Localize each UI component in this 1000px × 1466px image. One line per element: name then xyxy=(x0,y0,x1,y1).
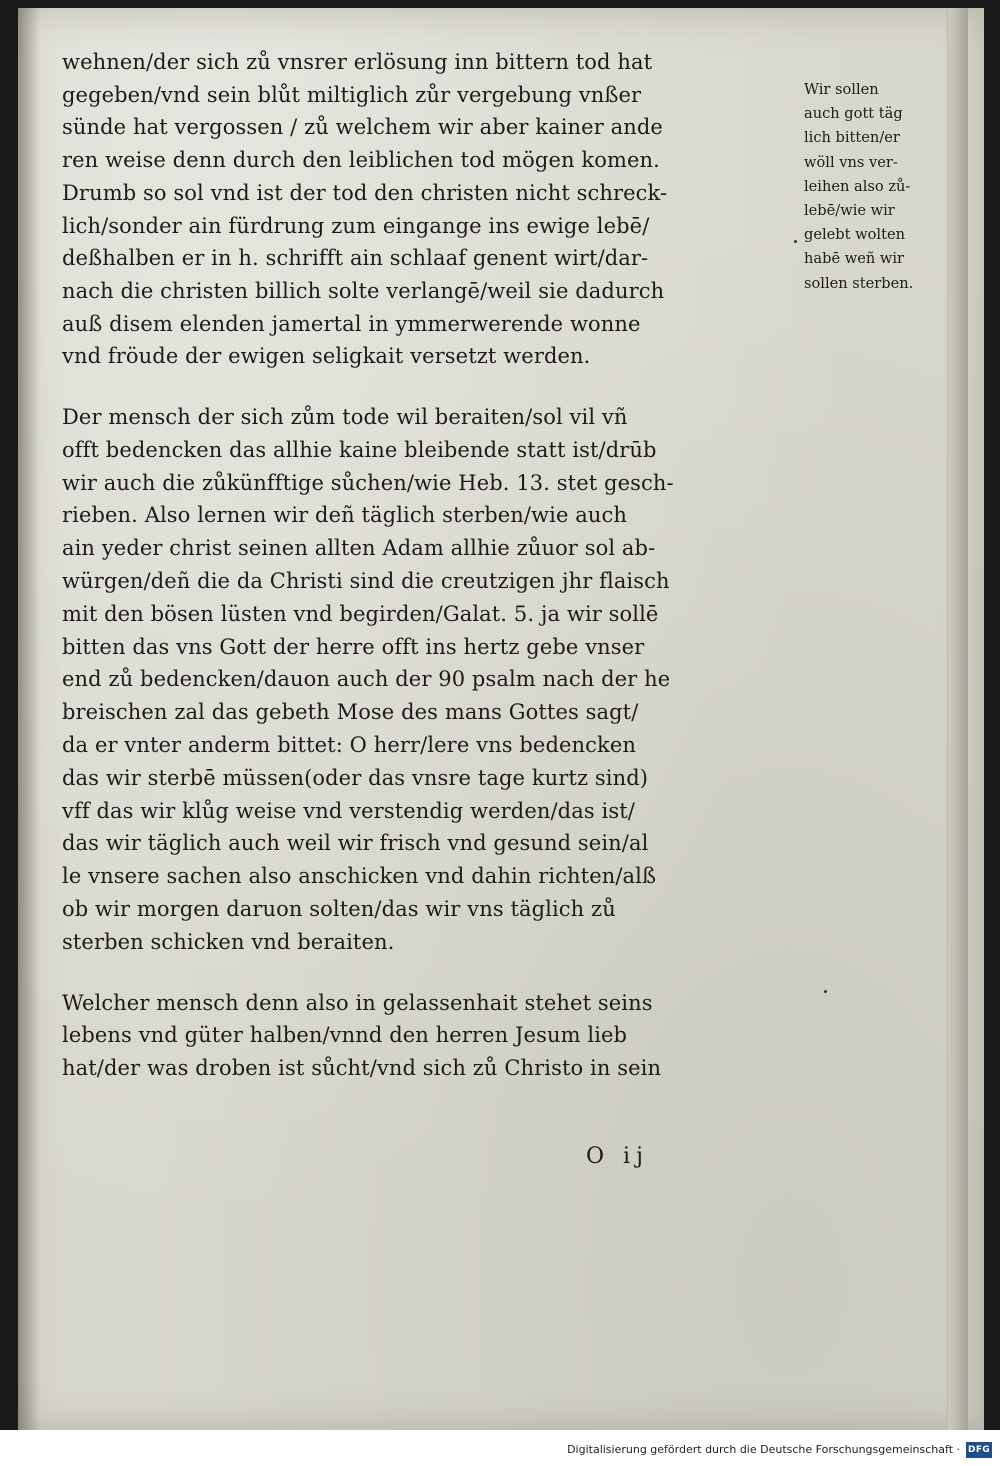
text-line: lebens vnd güter halben/vnnd den herren Jesum lieb xyxy=(62,1023,628,1048)
text-line: offt bedencken das allhie kaine bleibende statt ist/drūb xyxy=(62,437,657,462)
text-line: hat/der was droben ist sůcht/vnd sich zů Christo in sein xyxy=(62,1055,662,1080)
marginal-line: Wir sollen xyxy=(804,81,879,98)
dfg-logo[interactable]: DFG xyxy=(966,1442,992,1458)
text-line: deßhalben er in h. schrifft ain schlaaf genent wirt/dar- xyxy=(62,246,649,271)
text-line: lich/sonder ain fürdrung zum eingange ins ewige lebē/ xyxy=(62,213,650,238)
text-line: wehnen/der sich zů vnsrer erlösung inn bittern tod hat xyxy=(62,50,653,74)
text-line: das wir täglich auch weil wir frisch vnd gesund sein/al xyxy=(62,831,649,856)
paragraph-gap xyxy=(62,373,802,401)
text-line: ob wir morgen daruon solten/das wir vns täglich zů xyxy=(62,896,616,921)
marginal-line: lich bitten/er xyxy=(804,129,900,147)
paragraph-gap xyxy=(62,959,802,987)
paragraph-3 xyxy=(62,987,802,1085)
text-line: sterben schicken vnd beraiten. xyxy=(62,929,395,954)
marginal-line: habē weñ wir xyxy=(804,250,905,268)
marginal-line: sollen sterben. xyxy=(804,274,914,292)
text-line: le vnsere sachen also anschicken vnd dahin richten/alß xyxy=(62,864,657,889)
text-line: auß disem elenden jamertal in ymmerwerende wonne xyxy=(62,311,641,336)
text-line: da er vnter anderm bittet: O herr/lere vns bedencken xyxy=(62,733,636,757)
main-text-block xyxy=(62,46,802,1085)
paragraph-2 xyxy=(62,401,802,959)
text-line: breischen zal das gebeth Mose des mans Gottes sagt/ xyxy=(62,700,639,725)
text-line: ain yeder christ seinen allten Adam allhie zůuor sol ab- xyxy=(62,536,656,561)
text-line: end zů bedencken/dauon auch der 90 psalm nach der he xyxy=(62,667,671,692)
text-line: würgen/deñ die da Christi sind die creutzigen jhr flaisch xyxy=(62,569,670,594)
marginal-line: wöll vns ver- xyxy=(804,153,898,171)
marginal-note xyxy=(804,78,959,296)
marginal-line: lebē/wie wir xyxy=(804,202,895,220)
marginal-line: auch gott täg xyxy=(804,105,903,123)
text-line: rieben. Also lernen wir deñ täglich sterben/wie auch xyxy=(62,503,627,528)
text-line: vff das wir klůg weise vnd verstendig werden/das ist/ xyxy=(62,798,635,823)
digitization-footer xyxy=(0,1430,1000,1466)
funding-credit: Digitalisierung gefördert durch die Deutsche Forschungsgemeinschaft · xyxy=(567,1443,960,1456)
text-line: bitten das vns Gott der herre offt ins hertz gebe vnser xyxy=(62,634,645,659)
text-line: wir auch die zůkünfftige sůchen/wie Heb. 13. stet gesch- xyxy=(62,470,674,495)
text-line: Welcher mensch denn also in gelassenhait stehet seins xyxy=(62,990,653,1015)
text-line: mit den bösen lüsten vnd begirden/Galat. 5. ja wir sollē xyxy=(62,601,659,626)
ink-speck xyxy=(794,240,797,243)
text-line: ren weise denn durch den leiblichen tod mögen komen. xyxy=(62,148,660,173)
text-line: nach die christen billich solte verlangē/weil sie dadurch xyxy=(62,278,665,303)
text-line: gegeben/vnd sein blůt miltiglich zůr vergebung vnßer xyxy=(62,82,642,107)
text-line: das wir sterbē müssen(oder das vnsre tage kurtz sind) xyxy=(62,765,649,790)
text-line: sünde hat vergossen / zů welchem wir aber kainer ande xyxy=(62,115,663,140)
text-line: Der mensch der sich zům tode wil beraiten/sol vil vñ xyxy=(62,405,628,430)
signature-mark: O ij xyxy=(586,1144,649,1169)
ink-speck xyxy=(824,990,827,993)
marginal-line: leihen also zů- xyxy=(804,177,911,195)
paragraph-1 xyxy=(62,46,802,373)
text-line: vnd fröude der ewigen seligkait versetzt werden. xyxy=(62,344,591,369)
page-gutter-shadow xyxy=(18,8,40,1430)
marginal-line: gelebt wolten xyxy=(804,226,905,244)
text-line: Drumb so sol vnd ist der tod den christen nicht schreck- xyxy=(62,180,668,205)
